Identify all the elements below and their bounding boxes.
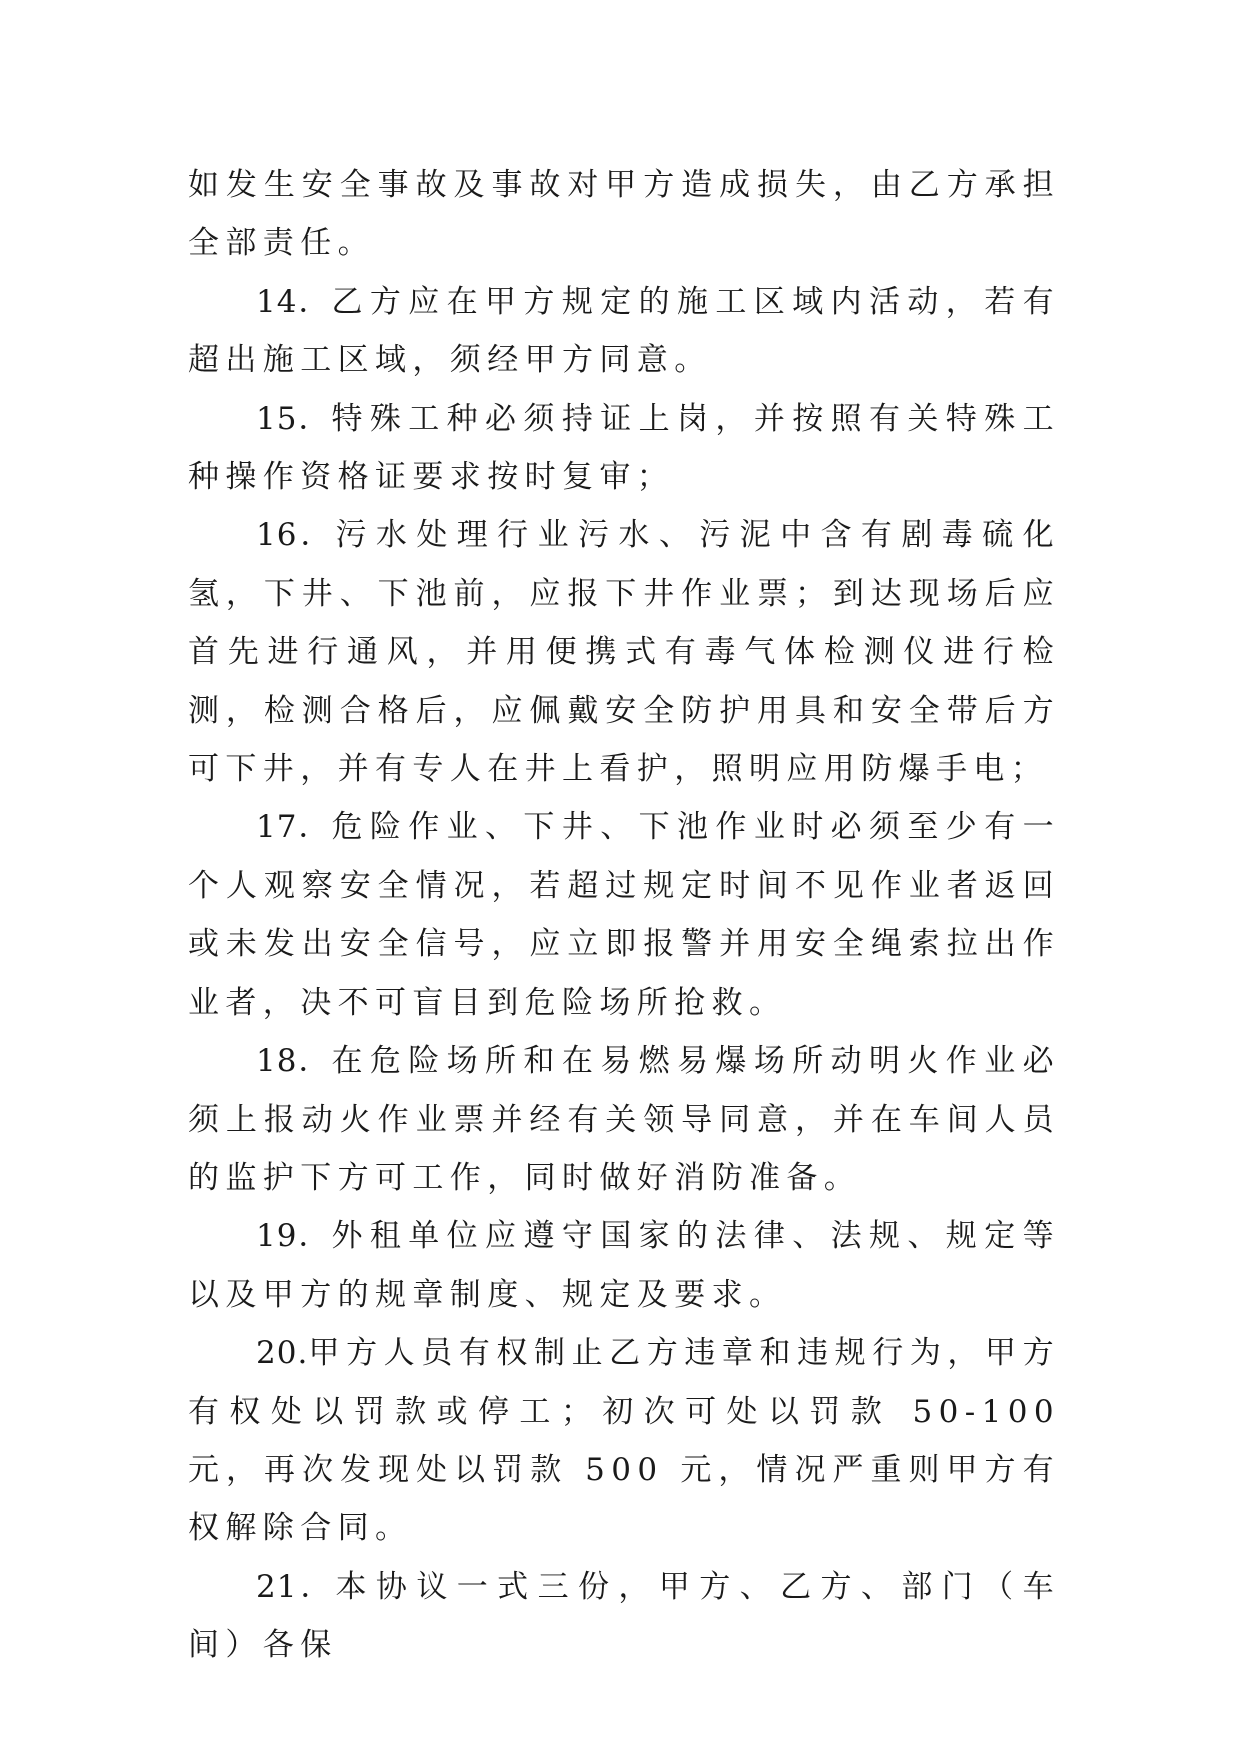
item-number: 18． <box>256 1043 332 1080</box>
item-number: 19． <box>256 1218 332 1255</box>
paragraph-text: 甲方人员有权制止乙方违章和违规行为，甲方有权处以罚款或停工；初次可处以罚款 50-100 元，再次发现处以罚款 500 元，情况严重则甲方有权解除合同。 <box>188 1335 1060 1547</box>
paragraph-item-17 <box>188 798 1060 1032</box>
paragraph-text: 外租单位应遵守国家的法律、法规、规定等以及甲方的规章制度、规定及要求。 <box>188 1218 1060 1313</box>
paragraph-item-20 <box>188 1324 1060 1558</box>
paragraph-item-19 <box>188 1207 1060 1324</box>
paragraph-item-18 <box>188 1032 1060 1207</box>
item-number: 17． <box>256 809 332 846</box>
paragraph-item-21 <box>188 1558 1060 1675</box>
paragraph-text: 本协议一式三份，甲方、乙方、部门（车间）各保 <box>188 1568 1060 1664</box>
paragraph-item-15 <box>188 390 1060 507</box>
paragraph-text: 在危险场所和在易燃易爆场所动明火作业必须上报动火作业票并经有关领导同意，并在车间人员的监护下方可工作，同时做好消防准备。 <box>188 1043 1060 1196</box>
item-number: 20. <box>256 1335 309 1372</box>
document-body <box>188 156 1060 1675</box>
paragraph-item-14 <box>188 273 1060 390</box>
paragraph-item-16 <box>188 506 1060 798</box>
item-number: 16． <box>256 517 336 554</box>
paragraph-text: 如发生安全事故及事故对甲方造成损失，由乙方承担全部责任。 <box>188 167 1060 262</box>
paragraph-continued <box>188 156 1060 273</box>
paragraph-text: 污水处理行业污水、污泥中含有剧毒硫化氢，下井、下池前，应报下井作业票；到达现场后应首先进行通风，并用便携式有毒气体检测仪进行检测，检测合格后，应佩戴安全防护用具和安全带后方可下井，并有专人在井上看护，照明应用防爆手电； <box>188 517 1060 788</box>
paragraph-text: 危险作业、下井、下池作业时必须至少有一个人观察安全情况，若超过规定时间不见作业者返回或未发出安全信号，应立即报警并用安全绳索拉出作业者，决不可盲目到危险场所抢救。 <box>188 809 1060 1021</box>
paragraph-text: 乙方应在甲方规定的施工区域内活动，若有超出施工区域，须经甲方同意。 <box>188 283 1060 379</box>
paragraph-text: 特殊工种必须持证上岗，并按照有关特殊工种操作资格证要求按时复审； <box>188 400 1060 496</box>
item-number: 14． <box>256 283 332 320</box>
item-number: 21． <box>256 1568 336 1605</box>
item-number: 15． <box>256 400 332 437</box>
